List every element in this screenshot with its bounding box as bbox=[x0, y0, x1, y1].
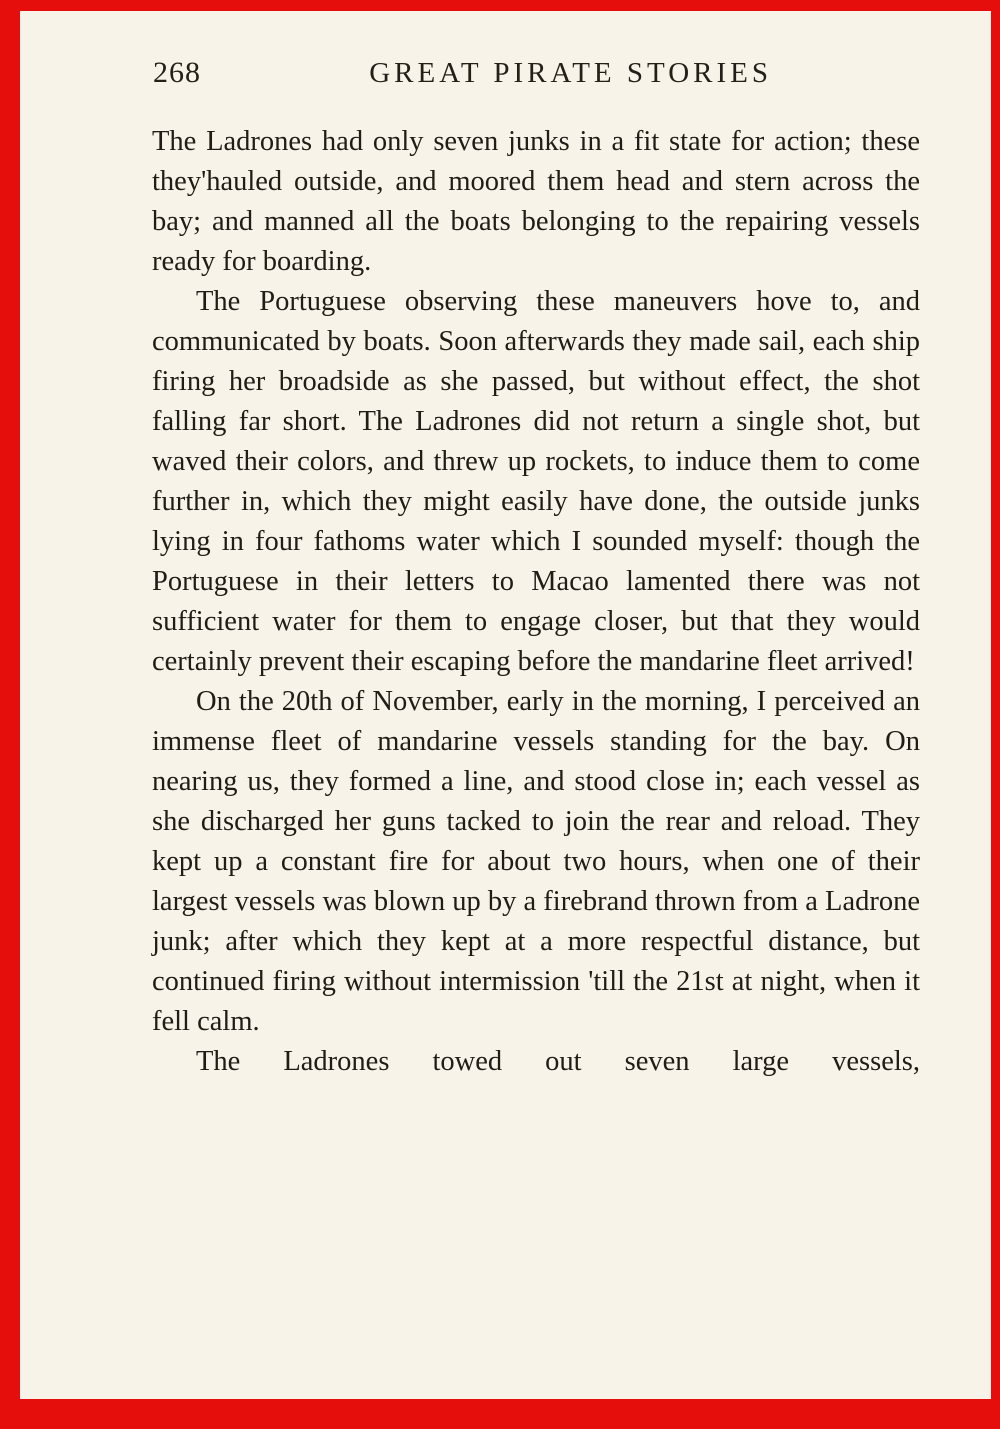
body-text bbox=[152, 122, 920, 1082]
page-header bbox=[0, 56, 1000, 90]
scan-edge-right bbox=[991, 0, 1000, 1429]
scan-edge-bottom bbox=[0, 1399, 1000, 1429]
paragraph: On the 20th of November, early in the morning, I perceived an immense fleet of mandarine vessels standing for the bay. On nearing us, they formed a line, and stood close in; each vessel as she discharged her guns tacked to join the rear and reload. They kept up a constant fire for about two hours, when one of their largest vessels was blown up by a firebrand thrown from a Ladrone junk; after which they kept at a more respectful distance, but continued firing without intermission 'till the 21st at night, when it fell calm. bbox=[152, 686, 920, 1037]
paragraph: The Ladrones had only seven junks in a fit state for action; these they'hauled outside, and moored them head and stern across the bay; and manned all the boats belonging to the repairing vessels ready for boarding. bbox=[152, 126, 920, 277]
paragraph: The Ladrones towed out seven large vessels, bbox=[196, 1046, 920, 1077]
running-header-title: GREAT PIRATE STORIES bbox=[369, 57, 772, 89]
page-number: 268 bbox=[153, 56, 201, 89]
scan-edge-left bbox=[0, 0, 20, 1429]
scan-edge-top bbox=[0, 0, 1000, 11]
paragraph: The Portuguese observing these maneuvers hove to, and communicated by boats. Soon afterwards they made sail, each ship firing her broadside as she passed, but without effect, the shot falling far short. The Ladrones did not return a single shot, but waved their colors, and threw up rockets, to induce them to come further in, which they might easily have done, the outside junks lying in four fathoms water which I sounded myself: though the Portuguese in their letters to Macao lamented there was not sufficient water for them to engage closer, but that they would certainly prevent their escaping before the mandarine fleet arrived! bbox=[152, 286, 920, 677]
